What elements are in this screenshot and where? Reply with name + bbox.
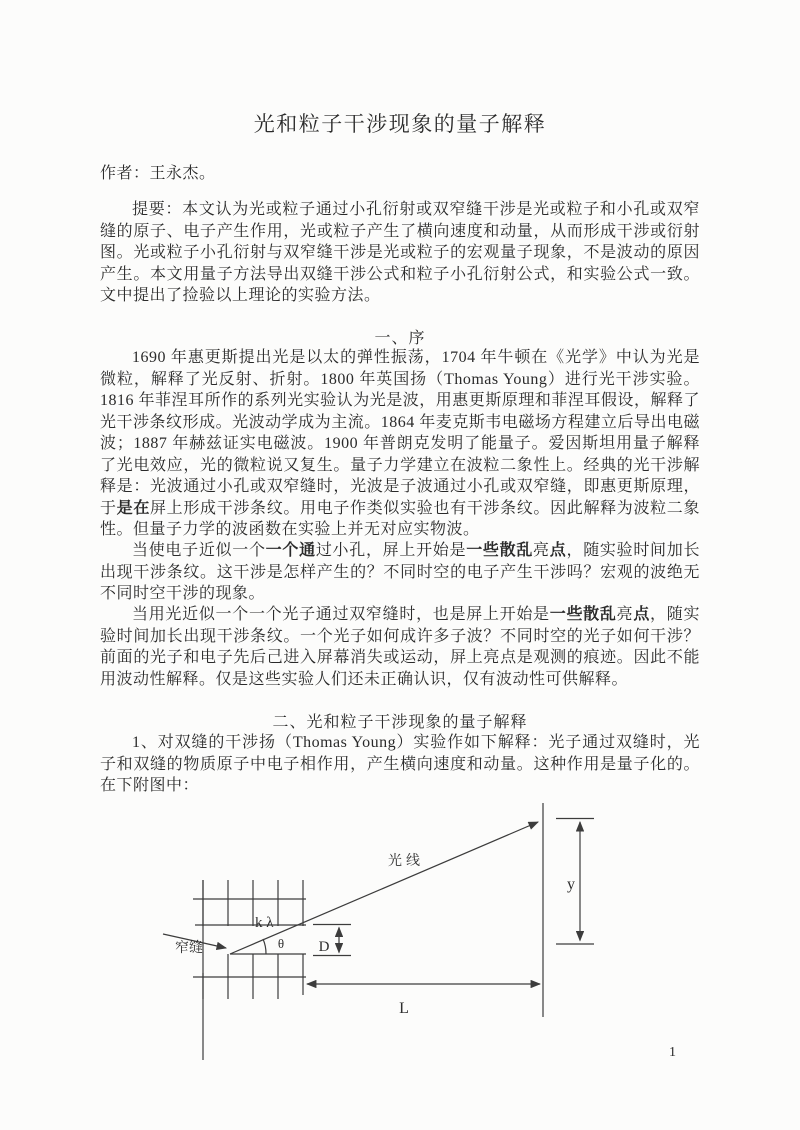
section-2-heading: 二、光和粒子干涉现象的量子解释 (272, 714, 528, 731)
abstract-paragraph: 提要：本文认为光或粒子通过小孔衍射或双窄缝干涉是光或粒子和小孔或双窄缝的原子、电子产生作用，光或粒子产生了横向速度和动量，从而形成干涉或衍射图。光或粒子小孔衍射与双窄缝干涉是光或粒子的宏观量子现象，不是波动的原因产生。本文用量子方法导出双缝干涉公式和粒子小孔衍射公式，和实验公式一致。文中提出了捡验以上理论的实验方法。 (100, 201, 700, 304)
light-ray-label: 光线 (388, 854, 424, 869)
narrow-slit-label: 窄缝 (175, 941, 203, 956)
author-line: 作者：王永杰。 (100, 165, 216, 182)
theta-arc (263, 939, 266, 954)
k-lambda-label: k λ (255, 915, 274, 931)
history-paragraph: 1690 年惠更斯提出光是以太的弹性振荡，1704 年牛顿在《光学》中认为光是微粒，解释了光反射、折射。1800 年英国扬（Thomas Young）进行光干涉实验。1816 年菲涅耳所作的系列光实验认为光是波，用惠更斯原理和菲涅耳假设，解释了光干涉条纹形成。光波动学成为主流。1864 年麦克斯韦电磁场方程建立后导出电磁波；1887 年赫兹证实电磁波。1900 年普朗克发明了能量子。爱因斯坦用量子解释了光电效应，光的微粒说又复生。量子力学建立在波粒二象性上。经典的光干涉解释是：光波通过小孔或双窄缝时，光波是子波通过小孔或双窄缝，即惠更斯原理，于是在屏上形成干涉条纹。用电子作类似实验也有干涉条纹。因此解释为波粒二象性。但量子力学的波函数在实验上并无对应实物波。 (100, 349, 700, 538)
theta-label: θ (277, 936, 285, 951)
slit-diffraction-diagram (0, 800, 800, 1060)
slit-width-label: D (318, 939, 330, 955)
page-number: 1 (669, 1045, 676, 1060)
section-1-heading: 一、序 (374, 330, 426, 347)
light-ray-line (230, 822, 538, 954)
photon-experiment-paragraph: 当用光近似一个一个光子通过双窄缝时，也是屏上开始是一些散乱亮点，随实验时间加长出现干涉条纹。一个光子如何成许多子波？不同时空的光子如何干涉？前面的光子和电子先后己进入屏幕消失或运动，屏上亮点是观测的痕迹。因此不能用波动性解释。仅是这些实验人们还未正确认识，仅有波动性可供解释。 (100, 606, 700, 688)
electron-experiment-paragraph: 当使电子近似一个一个通过小孔，屏上开始是一些散乱亮点，随实验时间加长出现干涉条纹。这干涉是怎样产生的？不同时空的电子产生干涉吗？宏观的波绝无不同时空干涉的现象。 (100, 542, 700, 602)
y-distance-measure (556, 819, 594, 945)
upper-lattice-grid (193, 880, 306, 1060)
lower-lattice-grid (193, 954, 306, 999)
y-distance-label: y (567, 876, 575, 893)
explanation-paragraph: 1、对双缝的干涉扬（Thomas Young）实验作如下解释：光子通过双缝时，光子和双缝的物质原子中电子相作用，产生横向速度和动量。这种作用是量子化的。 在下附图中： (100, 734, 700, 794)
L-distance-label: L (399, 1000, 409, 1017)
paper-title: 光和粒子干涉现象的量子解释 (253, 112, 547, 136)
